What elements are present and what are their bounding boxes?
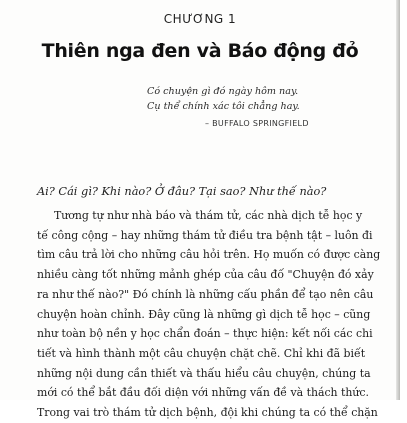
body-line: tế công cộng – hay những thám tử điều tra bệnh tật – luôn đi [37, 228, 373, 242]
lead-question: Ai? Cái gì? Khi nào? Ở đâu? Tại sao? Như thế nào? [37, 185, 327, 198]
epigraph-line-2: Cụ thể chính xác tôi chẳng hay. [147, 101, 300, 112]
body-line: tiết và hình thành một câu chuyện chặt chẽ. Chỉ khi đã biết [37, 346, 366, 360]
body-line: Tương tự như nhà báo và thám tử, các nhà dịch tễ học y [54, 209, 363, 222]
body-line: tìm câu trả lời cho những câu hỏi trên. Họ muốn có được càng [37, 248, 381, 262]
body-line: như toàn bộ nền y học chẩn đoán – thực hiện: kết nối các chi [37, 327, 373, 341]
body-line: mới có thể bắt đầu đối diện với những vấn đề và thách thức. [37, 386, 369, 400]
body-line: chuyện hoàn chỉnh. Đây cũng là những gì dịch tễ học – cũng [37, 307, 371, 321]
epigraph-line-1: Có chuyện gì đó ngày hôm nay. [147, 86, 299, 97]
chapter-label: CHƯƠNG 1 [163, 12, 237, 26]
epigraph [147, 84, 392, 128]
body-line: nhiều càng tốt những mảnh ghép của câu đố "Chuyện đó xảy [37, 268, 374, 282]
body-line: Trong vai trò thám tử dịch bệnh, đội khi chúng ta có thể chặn [37, 406, 378, 420]
body-line: những nội dung cần thiết và thấu hiểu câu chuyện, chúng ta [37, 366, 371, 380]
body-line: ra như thế nào?" Đó chính là những cấu phần để tạo nên câu [37, 287, 374, 301]
chapter-title: Thiên nga đen và Báo động đỏ [41, 40, 359, 62]
body-paragraph [37, 206, 407, 423]
epigraph-source: – BUFFALO SPRINGFIELD [205, 119, 309, 128]
